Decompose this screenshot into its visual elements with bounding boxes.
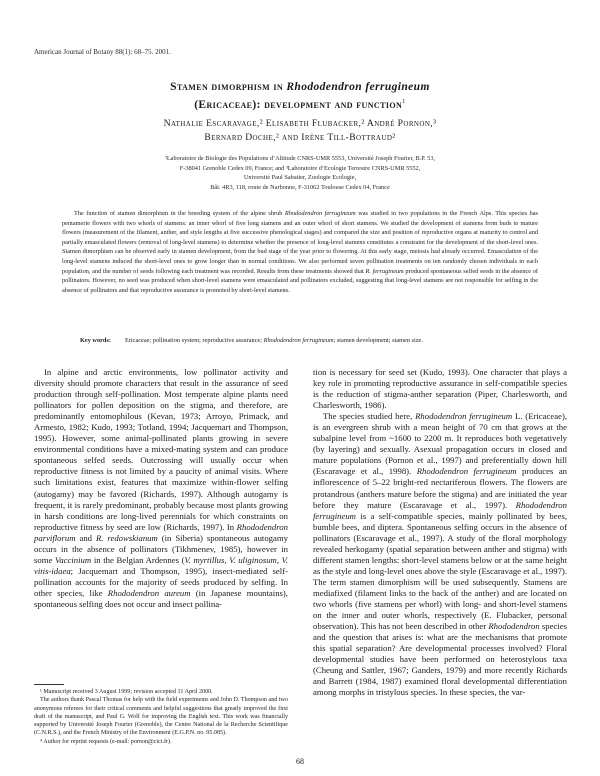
title-prefix: Stamen dimorphism in (170, 81, 287, 93)
affiliation-line-2: F-38041 Grenoble Cedex 09, France; and ³Laboratoire d’Ecologie Terrestre CNRS-UMR 5552, (179, 164, 421, 172)
body-text: L. (Ericaceae), is an evergreen shrub with a mean height of 70 cm that grows at the subalpine level from ~1600 to 2200 m. It reproduces both vegetatively (by layering) and sexually. Asexual propagation occurs in closed and mature populations (Pornon et al., 1997) and preferentially down hill (Escaravage et al., 1998). (313, 411, 568, 477)
body-text: (in Siberia) spontaneous autogamy occurs in the absence of pollinators (Tikhmenev, 1985), however in some (34, 532, 288, 565)
body-paragraph (34, 367, 288, 610)
body-text: (in Japanese mountains), spontaneous selfing does not occur and insect pollina- (34, 587, 288, 609)
species-name: V. myrtillus, V. uliginosum, V. vitis-idaea (34, 554, 288, 576)
species-name: Rhododendron ferrugineum (415, 411, 513, 422)
abstract-species: R. ferrugineum (365, 267, 404, 275)
body-text: and (75, 532, 96, 543)
footnote-rule (34, 684, 64, 685)
keywords (62, 336, 538, 346)
abstract-species: Rhododendron ferrugineum (284, 210, 356, 217)
species-name: Rhododendron ferrugineum (416, 466, 517, 477)
author-list-line-1: Nathalie Escaravage,² Elisabeth Flubacker,² André Pornon,³ (163, 118, 437, 129)
body-text: produces an inflorescence of 5–22 bright-red nectariferous flowers. The flowers are protandrous (anthers mature before the stigma) and are initiated the year before they mature (Escaravage et al., 1997). (313, 466, 568, 510)
body-paragraph (313, 411, 567, 698)
species-name: Rhododendron ferrugineum (313, 499, 567, 521)
abstract (62, 209, 538, 295)
affiliation-line-3: Université Paul Sabatier, Zoologie Ecologie, (243, 174, 357, 182)
affiliation-line-1: ²Laboratoire de Biologie des Populations d’Altitude CNRS-UMR 5553, Université Joseph Fourier, B.P. 53, (164, 155, 436, 162)
title-line-2-text: (Ericaceae): development and function (194, 98, 403, 111)
keywords-text: Ericaceae; pollination system; reproductive assurance; (124, 337, 264, 344)
body-text: ; Jacquemart and Thompson, 1995), insect-mediated self-pollination accounts for the majority of seeds produced by selfing. In other species, like (34, 565, 288, 598)
affiliation-line-4: Bât. 4R3, 118, route de Narbonne, F-31062 Toulouse Cedex 04, France (210, 183, 390, 191)
footnotes (34, 688, 288, 746)
page-number: 68 (296, 757, 304, 766)
body-column-right (313, 367, 567, 698)
body-text: is a self-compatible species, mainly pollinated by bees, bumble bees, and diptera. Spontaneous selfing occurs in the absence of pollinators (Escaravage et al., 1997). A study of the floral morphology revealed herkogamy (spatial separation between anther and stigma) with different stamen lengths: short-level stamens below or at the same height as the style and long-level ones above the style (Escaravage et al., 1997). The term stamen dimorphism will be used subsequently. Stamens are mediafixed (filament links to the back of the anther) and are located on two whorls (five stamens per whorl) with long- and short-level stamens on the inner and outer whorls, respectively (E. Flubacker, personal observation). This has not been described in other (313, 510, 567, 632)
title-species: Rhododendron ferrugineum (286, 81, 430, 93)
footnote: The authors thank Pascal Thomas for help with the field experiments and John D. Thompson and two anonymous referees for their critical comments and helpful suggestions that greatly improved the first draft of the manuscript, and Paul G. Wolf for improving the English text. This work was financially supported by Université Joseph Fourier (Grenoble), the Centre National de la Recherche Scientifique (C.N.R.S.), and the French Ministry of the Environment (E.G.P.N. no. 95.085). (34, 697, 288, 737)
species-name: R. redowskianum (95, 532, 158, 543)
body-text: species and the question that arises is: what are the mechanisms that promote this spatial separation? Are developmental processes involved? Floral developmental studies have been performed on heterostylous taxa (Cheung and Sattler, 1967; Ganders, 1979) and more recently Richards and Barrett (1984, 1987) examined floral developmental differentiation among morphs in tristylous species. In these species, the var- (313, 621, 567, 698)
abstract-text: produced spontaneous selfed seeds in the absence of pollinators. However, no seed was produced when short-level stamens were emasculated and pollinators excluded, suggesting that long-level stamens are not responsible for selfing in the absence of pollinators and that reproductive assurance is promoted by short-level stamens. (62, 267, 538, 294)
journal-citation: American Journal of Botany 88(1): 68–75. 2001. (34, 48, 171, 56)
species-name: Vaccinium (54, 554, 92, 565)
abstract-text: The function of stamen dimorphism in the breeding system of the alpine shrub (74, 210, 285, 217)
body-column-left (34, 367, 288, 610)
species-name: Rhododendron parviflorum (34, 521, 288, 543)
body-text: The species studied here, (323, 411, 416, 422)
footnote: ¹ Manuscript received 3 August 1999; revision accepted 11 April 2000. (40, 689, 213, 695)
author-list-line-2: Bernard Doche,² and Irène Till-Bottraud² (204, 132, 396, 143)
body-text: In alpine and arctic environments, low pollinator activity and diversity should promote characters that result in the assurance of seed production through self-pollination. Most temperate alpine plants need pollinators for pollen deposition on the stigma, and therefore, are predominantly entomophilous (Kevan, 1973; Arroyo, Primack, and Armesto, 1982; Kudo, 1993; Totland, 1994; Jacquemart and Thompson, 1995). However, some animal-pollinated plants growing in severe environmental conditions have a mixed-mating system and can produce spontaneous selfed seeds. Outcrossing will usually occur when reproductive fitness is not limited by a paucity of animal visits. Where such limitations exist, features that maximize within-flower selfing (autogamy) may be favored (Richards, 1997). Although autogamy is frequent, it is rarely predominant, probably because most plants growing in harsh conditions are long-lived perennials for which constraints on reproductive fitness by seed are low (Richards, 1997). In (34, 367, 288, 532)
abstract-text: was studied in two populations in the French Alps. This species has pentamerie flowers with two whorls of stamens: an inner whorl of five long stamens and an outer whorl of short stamens. We studied the development of stamens from buds to mature flowers (measurement of the filament, anther, and style lengths at five successive phenological stages) and compared the size and position of reproductive organs at maturity to control and partially emasculated flowers (removal of long-level stamens) to determine whether the presence of long-level stamens constitutes a constraint for the development of the short-level ones. Stamen dimorphism can be observed early in stamen development, from the bud stage of the year prior to flowering. At this early stage, meiosis had already occurred. Emasculation of the long-level stamens induced the short-level ones to grow longer than in normal conditions. We also performed seven pollination treatments on ten randomly chosen individuals in each population, and the number of seeds following each treatment was recorded. Results from these treatments showed that (62, 210, 538, 275)
body-paragraph: tion is necessary for seed set (Kudo, 1993). One character that plays a key role in promoting reproductive assurance in self-compatible species is the reduction of stigma-anther separation (Piper, Charlesworth, and Charlesworth, 1986). (313, 367, 567, 411)
title-footnote-marker: 1 (402, 98, 406, 105)
species-name: Rhododendron aureum (107, 587, 191, 598)
keywords-label: Key words: (80, 337, 111, 344)
species-name: Rhododendron (488, 621, 540, 632)
footnote: ⁴ Author for reprint requests (e-mail: pornon@cict.fr). (40, 738, 172, 745)
keywords-species: Rhododendron ferrugineum (263, 337, 334, 344)
article-title-line-1 (40, 80, 560, 94)
article-title-line-2 (40, 95, 560, 112)
body-text: in the Belgian Ardennes ( (91, 554, 185, 565)
keywords-text: ; stamen development; stamen size. (333, 337, 423, 344)
